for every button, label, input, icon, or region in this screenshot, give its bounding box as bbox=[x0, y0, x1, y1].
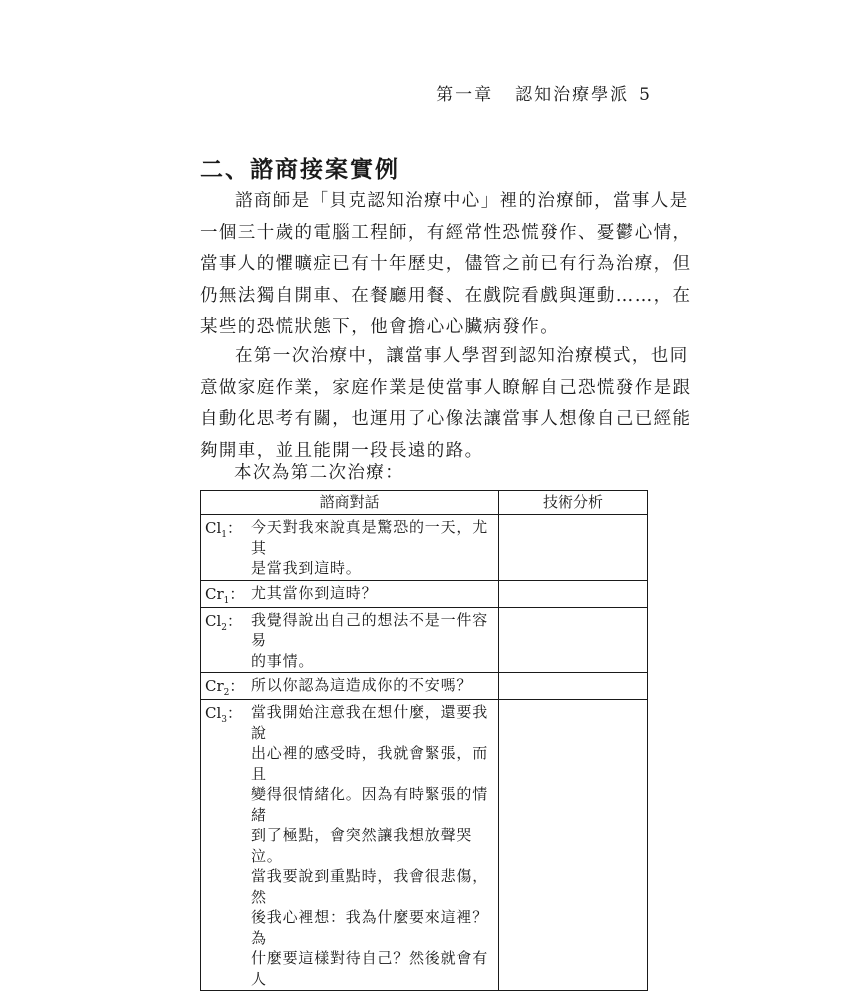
table-row bbox=[201, 700, 648, 991]
utterance-cell: $Cl_2$： 我覺得說出自己的想法不是一件容易 的事情。 bbox=[201, 607, 499, 673]
speaker-label: $Cl_3$： bbox=[205, 704, 243, 725]
analysis-cell bbox=[499, 580, 648, 607]
table-row bbox=[201, 515, 648, 581]
text-line: 在第一次治療中，讓當事人學習到認知治療模式，也同 bbox=[235, 346, 689, 366]
table-row bbox=[201, 673, 648, 700]
running-header bbox=[436, 80, 652, 105]
table-intro: 本次為第二次治療： bbox=[234, 463, 405, 483]
text-line: 自動化思考有關，也運用了心像法讓當事人想像自己已經能 bbox=[200, 409, 692, 430]
table-row bbox=[201, 580, 648, 607]
text-line: 一個三十歲的電腦工程師，有經常性恐慌發作、憂鬱心情， bbox=[200, 222, 692, 243]
analysis-cell bbox=[499, 673, 648, 700]
utterance-cell: $Cr_1$： 尤其當你到這時？ bbox=[201, 580, 499, 607]
paragraph-case-background bbox=[200, 186, 692, 344]
utterance-cell: $Cr_2$： 所以你認為這造成你的不安嗎？ bbox=[201, 673, 499, 700]
text-line: 夠開車，並且能開一段長遠的路。 bbox=[200, 440, 484, 461]
text-line: 諮商師是「貝克認知治療中心」裡的治療師，當事人是 bbox=[235, 191, 689, 211]
chapter-label: 第一章 bbox=[436, 85, 494, 105]
header-dialogue: 諮商對話 bbox=[201, 491, 499, 515]
table-row bbox=[201, 607, 648, 673]
speaker-label: $Cr_2$： bbox=[205, 677, 245, 698]
dialogue-table bbox=[200, 490, 648, 991]
text-line: 當事人的懼曠症已有十年歷史，儘管之前已有行為治療，但 bbox=[200, 254, 692, 275]
section-title: 二、諮商接案實例 bbox=[200, 157, 400, 183]
page-number: 5 bbox=[639, 85, 652, 105]
speaker-label: $Cr_1$： bbox=[205, 584, 245, 606]
header-analysis: 技術分析 bbox=[499, 491, 648, 515]
analysis-cell bbox=[499, 515, 648, 581]
utterance-cell: $Cl_3$： 當我開始注意我在想什麼，還要我說 出心裡的感受時，我就會緊張，而且 變得很情緒化。因為有時緊張的情緒 到了極點，會突然讓我想放聲哭泣。 當我要說到重點時，我會很悲傷，然 後我心裡想：我為什麼要來這裡？為 什麼要這樣對待自己？然後就會有人 bbox=[201, 700, 499, 991]
analysis-cell bbox=[499, 700, 648, 991]
text-line: 意做家庭作業，家庭作業是使當事人瞭解自己恐慌發作是跟 bbox=[200, 377, 692, 398]
text-line: 某些的恐慌狀態下，他會擔心心臟病發作。 bbox=[200, 317, 560, 338]
text-line: 仍無法獨自開車、在餐廳用餐、在戲院看戲與運動……，在 bbox=[200, 285, 692, 306]
paragraph-first-session bbox=[200, 341, 692, 467]
speaker-label: $Cl_2$： bbox=[205, 611, 243, 633]
analysis-cell bbox=[499, 607, 648, 673]
utterance-cell: $Cl_1$： 今天對我來說真是驚恐的一天，尤其 是當我到這時。 bbox=[201, 515, 499, 581]
table-header-row bbox=[201, 491, 648, 515]
speaker-label: $Cl_1$： bbox=[205, 519, 243, 540]
chapter-title: 認知治療學派 bbox=[515, 85, 630, 105]
